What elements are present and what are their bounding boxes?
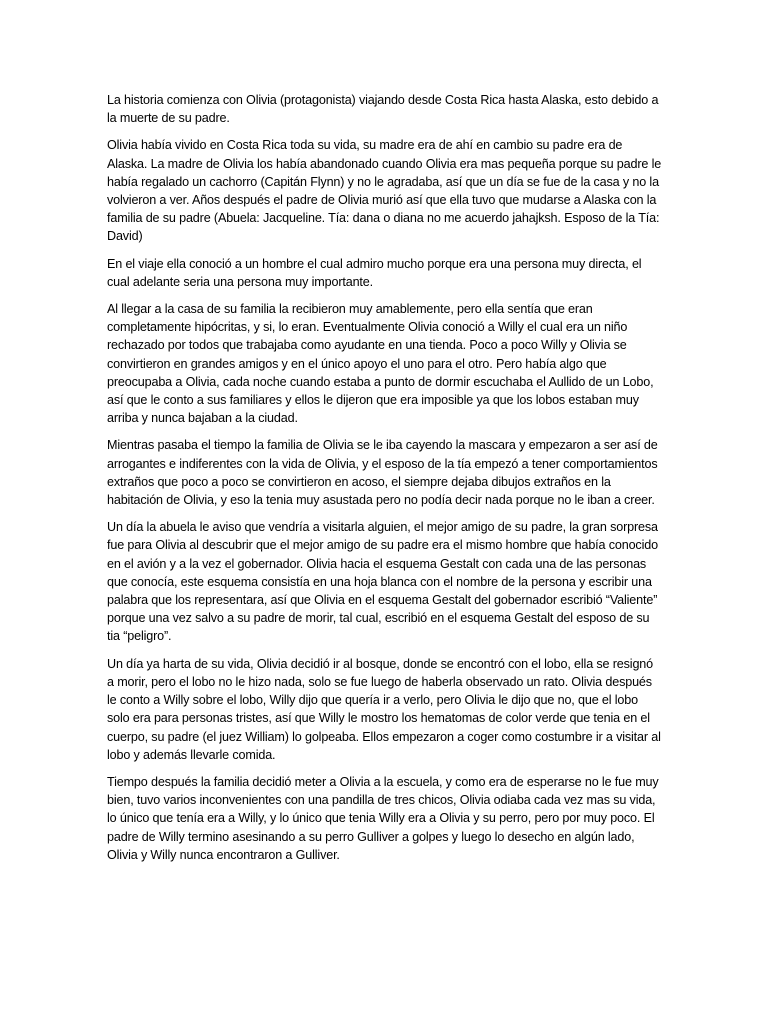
paragraph-2: Olivia había vivido en Costa Rica toda su vida, su madre era de ahí en cambio su padre era de Alaska. La madre de Olivia los había abandonado cuando Olivia era mas pequeña porque su padre le había regalado un cachorro (Capitán Flynn) y no le agradaba, así que un día se fue de la casa y no la volvieron a ver. Años después el padre de Olivia murió así que ella tuvo que mudarse a Alaska con la familia de su padre (Abuela: Jacqueline. Tía: dana o diana no me acuerdo jahajksh. Esposo de la Tía: David): [107, 138, 662, 244]
paragraph-8: Tiempo después la familia decidió meter a Olivia a la escuela, y como era de esperarse no le fue muy bien, tuvo varios inconvenientes con una pandilla de tres chicos, Olivia odiaba cada vez mas su vida, lo único que tenía era a Willy, y lo único que tenia Willy era a Olivia y su perro, pero por muy poco. El padre de Willy termino asesinando a su perro Gulliver a golpes y luego lo desecho en algún lado, Olivia y Willy nunca encontraron a Gulliver.: [107, 774, 659, 862]
paragraph-6: Un día la abuela le aviso que vendría a visitarla alguien, el mejor amigo de su padre, la gran sorpresa fue para Olivia al descubrir que el mejor amigo de su padre era el mismo hombre que había conocido en el avión y a la vez el gobernador. Olivia hacia el esquema Gestalt con cada una de las personas que conocía, este esquema consistía en una hoja blanca con el nombre de la persona y escribir una palabra que los representara, así que Olivia en el esquema Gestalt del gobernador escribió “Valiente” porque una vez salvo a su padre de morir, tal cual, escribió en el esquema Gestalt del esposo de su tia “peligro”.: [107, 520, 658, 644]
paragraph-1: La historia comienza con Olivia (protagonista) viajando desde Costa Rica hasta Alaska, esto debido a la muerte de su padre.: [107, 93, 659, 126]
paragraph-7: Un día ya harta de su vida, Olivia decidió ir al bosque, donde se encontró con el lobo, ella se resignó a morir, pero el lobo no le hizo nada, solo se fue luego de haberla observado un rato. Olivia después le conto a Willy sobre el lobo, Willy dijo que quería ir a verlo, pero Olivia le dijo que no, que el lobo solo era para personas tristes, así que Willy le mostro los hematomas de color verde que tenia en el cuerpo, su padre (el juez William) lo golpeaba. Ellos empezaron a coger como costumbre ir a visitar al lobo y además llevarle comida.: [107, 656, 661, 762]
paragraph-4: Al llegar a la casa de su familia la recibieron muy amablemente, pero ella sentía que eran completamente hipócritas, y si, lo eran. Eventualmente Olivia conoció a Willy el cual era un niño rechazado por todos que trabajaba como ayudante en una tienda. Poco a poco Willy y Olivia se convirtieron en grandes amigos y en el único apoyo el uno para el otro. Pero había algo que preocupaba a Olivia, cada noche cuando estaba a punto de dormir escuchaba el Aullido de un Lobo, así que le conto a sus familiares y ellos le dijeron que era imposible ya que los lobos estaban muy arriba y nunca bajaban a la ciudad.: [107, 302, 654, 426]
document-body: [107, 91, 662, 873]
paragraph-5: Mientras pasaba el tiempo la familia de Olivia se le iba cayendo la mascara y empezaron a ser así de arrogantes e indiferentes con la vida de Olivia, y el esposo de la tía empezó a tener comportamientos extraños que poco a poco se convirtieron en acoso, el siempre dejaba dibujos extraños en la habitación de Olivia, y eso la tenia muy asustada pero no podía decir nada porque no le iban a creer.: [107, 438, 658, 508]
paragraph-3: En el viaje ella conoció a un hombre el cual admiro mucho porque era una persona muy directa, el cual adelante seria una persona muy importante.: [107, 256, 642, 289]
